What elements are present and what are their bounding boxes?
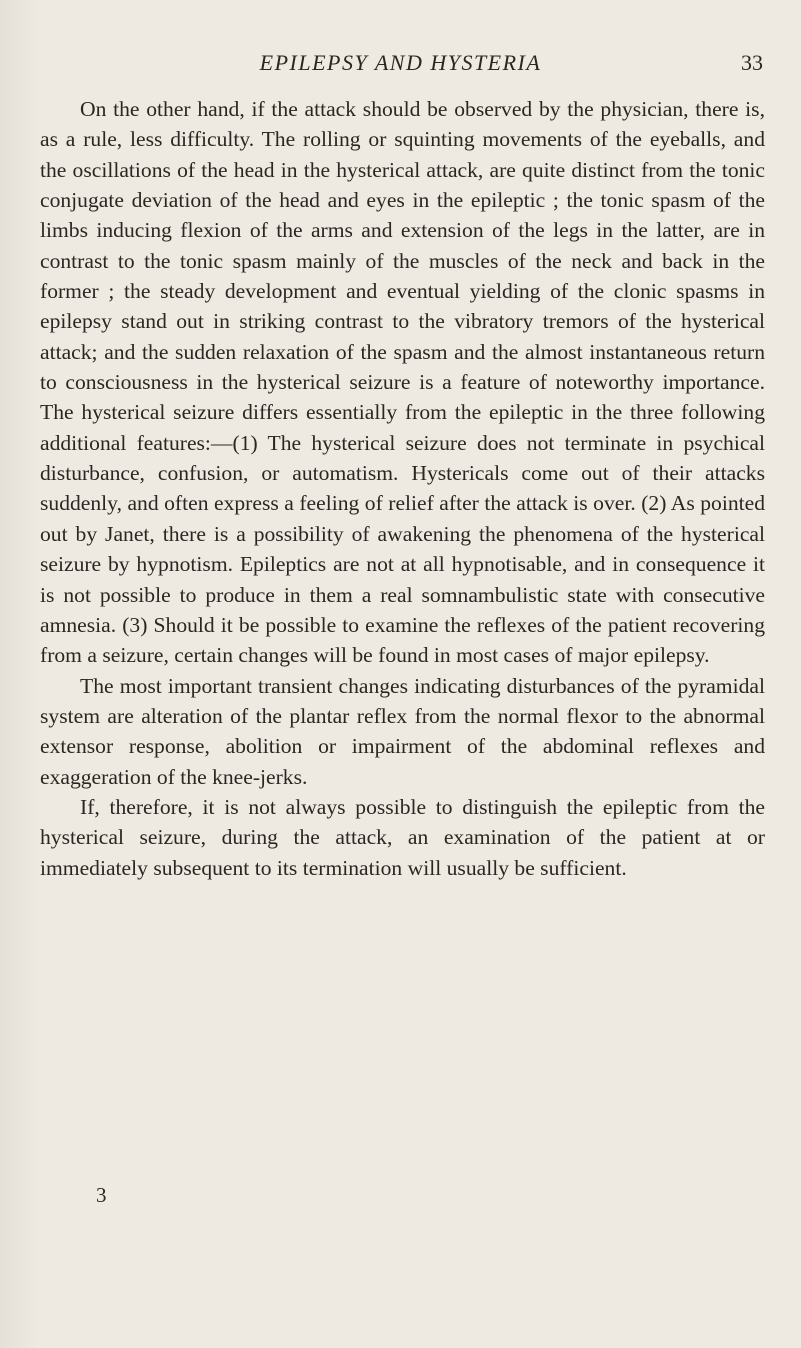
paragraph: On the other hand, if the attack should be observed by the physician, there is, as a rule, less difficulty. The rolling or squinting movements of the eyeballs, and the oscillations of the head in the hysterical attack, are quite distinct from the tonic conjugate deviation of the head and eyes in the epileptic ; the tonic spasm of the limbs inducing flexion of the arms and extension of the legs in the latter, are in contrast to the tonic spasm mainly of the muscles of the neck and back in the former ; the steady development and eventual yielding of the clonic spasms in epilepsy stand out in striking contrast to the vibratory tremors of the hysterical attack; and the sudden relaxation of the spasm and the almost instantaneous return to consciousness in the hysterical seizure is a feature of noteworthy importance. The hysterical seizure differs essentially from the epileptic in the three following additional features:—(1) The hysterical seizure does not terminate in psychical disturbance, confusion, or automatism. Hystericals come out of their attacks suddenly, and often express a feeling of relief after the attack is over. (2) As pointed out by Janet, there is a possibility of awakening the phenomena of the hysterical seizure by hypnotism. Epileptics are not at all hypnotisable, and in consequence it is not possible to produce in them a real somnambulistic state with consecutive amnesia. (3) Should it be possible to examine the reflexes of the patient recovering from a seizure, certain changes will be found in most cases of major epilepsy. <box>40 97 765 668</box>
page-number: 33 <box>741 50 763 75</box>
paragraph: The most important transient changes indicating disturbances of the pyramidal system are alteration of the plantar reflex from the normal flexor to the abnormal extensor response, abolition or impairment of the abdominal reflexes and exaggeration of the knee-jerks. <box>40 673 765 789</box>
paragraph: If, therefore, it is not always possible to distinguish the epileptic from the hysterical seizure, during the attack, an examination of the patient at or immediately subsequent to its termination will usually be sufficient. <box>40 794 765 880</box>
running-head <box>0 48 801 88</box>
signature-mark: 3 <box>96 1183 107 1207</box>
body-text <box>40 94 765 883</box>
running-title: EPILEPSY AND HYSTERIA <box>259 50 542 75</box>
